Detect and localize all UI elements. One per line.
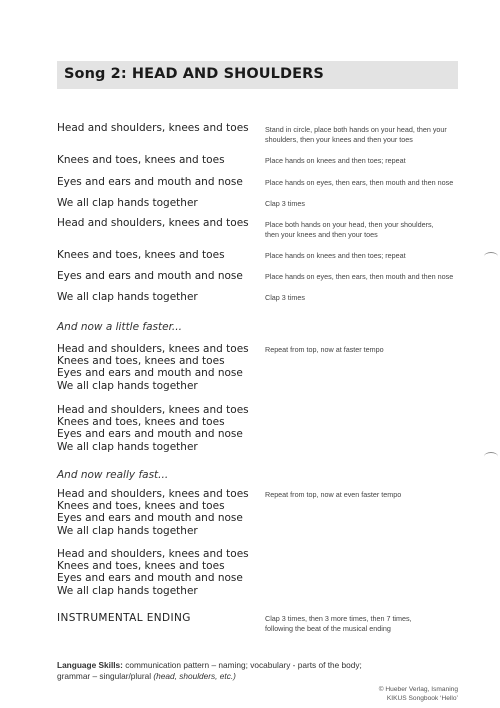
lyric-block (57, 548, 249, 597)
instrumental-ending: INSTRUMENTAL ENDING (57, 612, 191, 624)
instruction (265, 178, 453, 188)
lyric-line: Eyes and ears and mouth and nose (57, 428, 243, 441)
interlude-fast: And now really fast... (57, 469, 169, 481)
lyric-line: Knees and toes, knees and toes (57, 560, 225, 573)
language-skills-text: grammar – singular/plural (57, 670, 154, 681)
lyric-line: Knees and toes, knees and toes (57, 154, 225, 166)
instruction-line: Place hands on eyes, then ears, then mouth and then nose (265, 272, 454, 281)
instruction-line: Stand in circle, place both hands on your head, then your (265, 125, 447, 134)
song-title: Song 2: HEAD AND SHOULDERS (64, 66, 324, 82)
lyric-line: We all clap hands together (57, 197, 198, 209)
instruction (265, 251, 406, 261)
punch-hole-mark (484, 252, 498, 261)
lyric-block (57, 488, 249, 537)
lyric-line: Head and shoulders, knees and toes (57, 122, 249, 134)
instruction (265, 293, 305, 303)
instruction (265, 272, 453, 282)
instruction-line: Clap 3 times, then 3 more times, then 7 times, (265, 614, 412, 623)
instruction (265, 156, 406, 166)
language-skills-text: communication pattern – naming; vocabulary - parts of the body; (122, 660, 362, 670)
instruction-line: Repeat from top, now at even faster tempo (265, 490, 402, 499)
lyric-line: Head and shoulders, knees and toes (57, 548, 249, 560)
lyric-line: Eyes and ears and mouth and nose (57, 176, 243, 188)
instruction (265, 614, 412, 634)
lyric-line: Eyes and ears and mouth and nose (57, 572, 243, 585)
instruction (265, 220, 434, 240)
copyright-line: KIKUS Songbook ‘Hello’ (386, 694, 458, 702)
song-title-bar (57, 61, 458, 89)
instruction-line: Place hands on knees and then toes; repeat (265, 156, 406, 165)
lyric-line: Eyes and ears and mouth and nose (57, 512, 243, 525)
lyric-line: Head and shoulders, knees and toes (57, 343, 249, 355)
lyric-line: Head and shoulders, knees and toes (57, 404, 249, 416)
instruction-line: Place both hands on your head, then your shoulders, (265, 220, 434, 229)
interlude-faster: And now a little faster... (57, 321, 182, 333)
instruction-line: then your knees and then your toes (265, 230, 378, 239)
lyric-block (57, 343, 249, 392)
language-skills-note (57, 660, 417, 681)
instruction-line: shoulders, then your knees and then your toes (265, 135, 413, 144)
lyric-line: Knees and toes, knees and toes (57, 500, 225, 513)
instruction-line: Place hands on eyes, then ears, then mouth and then nose (265, 178, 454, 187)
instruction-line: Repeat from top, now at faster tempo (265, 345, 384, 354)
instruction-line: Clap 3 times (265, 199, 305, 208)
copyright (379, 686, 458, 703)
instruction-line: Place hands on knees and then toes; repeat (265, 251, 406, 260)
lyric-line: Knees and toes, knees and toes (57, 249, 225, 261)
lyric-line: We all clap hands together (57, 524, 198, 537)
instruction (265, 125, 447, 145)
lyric-line: Head and shoulders, knees and toes (57, 488, 249, 500)
language-skills-example: (head, shoulders, etc.) (153, 670, 236, 681)
instruction (265, 490, 401, 500)
lyric-line: We all clap hands together (57, 291, 198, 303)
lyric-line: We all clap hands together (57, 379, 198, 392)
lyric-line: Eyes and ears and mouth and nose (57, 270, 243, 282)
punch-hole-mark (484, 452, 498, 461)
lyric-line: Knees and toes, knees and toes (57, 416, 225, 429)
lyric-line: Head and shoulders, knees and toes (57, 217, 249, 229)
instruction-line: following the beat of the musical ending (265, 624, 391, 633)
lyric-block (57, 404, 249, 453)
instruction (265, 199, 305, 209)
lyric-line: Knees and toes, knees and toes (57, 355, 225, 368)
instruction (265, 345, 384, 355)
lyric-line: Eyes and ears and mouth and nose (57, 367, 243, 380)
lyric-line: We all clap hands together (57, 584, 198, 597)
lyric-line: We all clap hands together (57, 440, 198, 453)
language-skills-label: Language Skills: (57, 660, 123, 670)
copyright-line: © Hueber Verlag, Ismaning (378, 686, 458, 693)
instruction-line: Clap 3 times (265, 293, 305, 302)
